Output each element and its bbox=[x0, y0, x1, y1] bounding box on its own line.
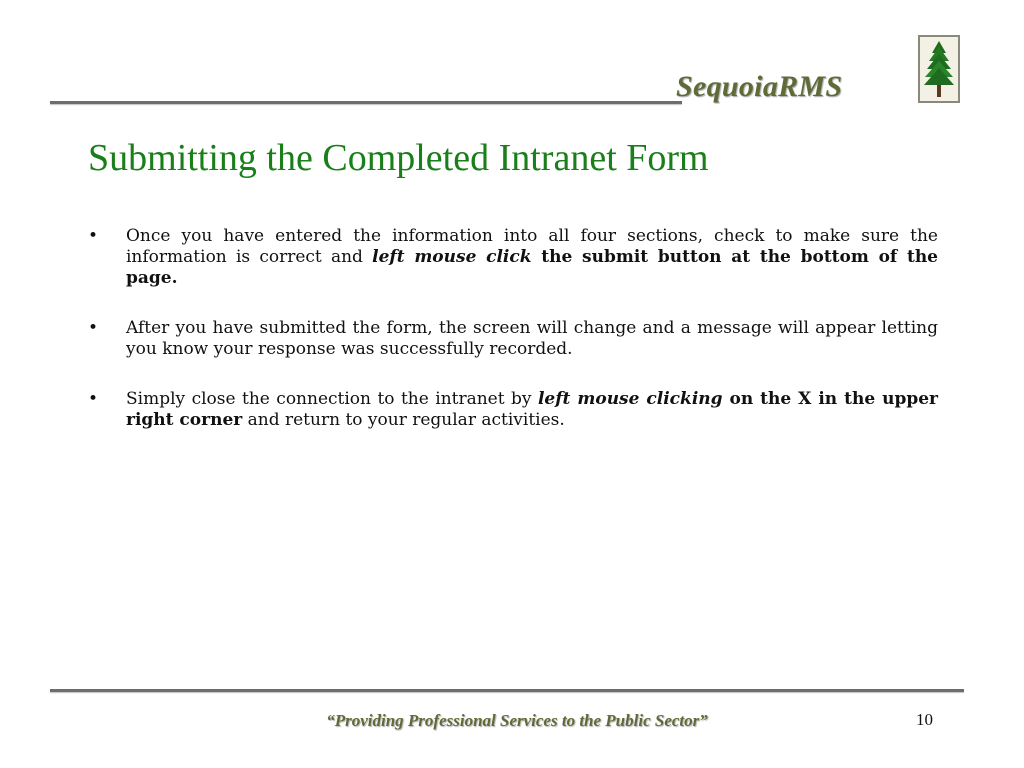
footer-rule bbox=[50, 689, 964, 692]
footer-tagline: “Providing Professional Services to the Public Sector” bbox=[326, 711, 708, 730]
bullet-item-submit bbox=[86, 226, 938, 289]
slide-title: Submitting the Completed Intranet Form bbox=[88, 137, 709, 179]
brand-name: SequoiaRMS bbox=[676, 70, 843, 103]
sequoia-tree-graphic bbox=[920, 37, 958, 101]
page-number: 10 bbox=[916, 710, 933, 729]
header-rule bbox=[50, 101, 682, 104]
bullet-bold: on the X in the upper right corner bbox=[126, 389, 939, 430]
bullet-emphasis: left mouse clicking bbox=[537, 389, 723, 409]
bullet-item-close bbox=[86, 389, 938, 431]
bullet-text: Simply close the connection to the intranet by bbox=[126, 389, 538, 409]
bullet-marker: • bbox=[88, 389, 99, 409]
bullet-text: After you have submitted the form, the screen will change and a message will appear letting you know your response was successfully recorded. bbox=[126, 318, 938, 359]
bullet-bold: the submit button at the bottom of the page. bbox=[126, 247, 938, 288]
bullet-text: Once you have entered the information into all four sections, check to make sure the information is correct and bbox=[126, 226, 938, 267]
bullet-text: and return to your regular activities. bbox=[242, 410, 565, 430]
sequoia-tree-icon bbox=[918, 35, 960, 103]
bullet-item-confirmation bbox=[86, 318, 938, 360]
bullet-emphasis: left mouse click bbox=[372, 247, 532, 267]
bullet-marker: • bbox=[88, 226, 99, 246]
bullet-marker: • bbox=[88, 318, 99, 338]
bullet-list bbox=[86, 226, 938, 460]
